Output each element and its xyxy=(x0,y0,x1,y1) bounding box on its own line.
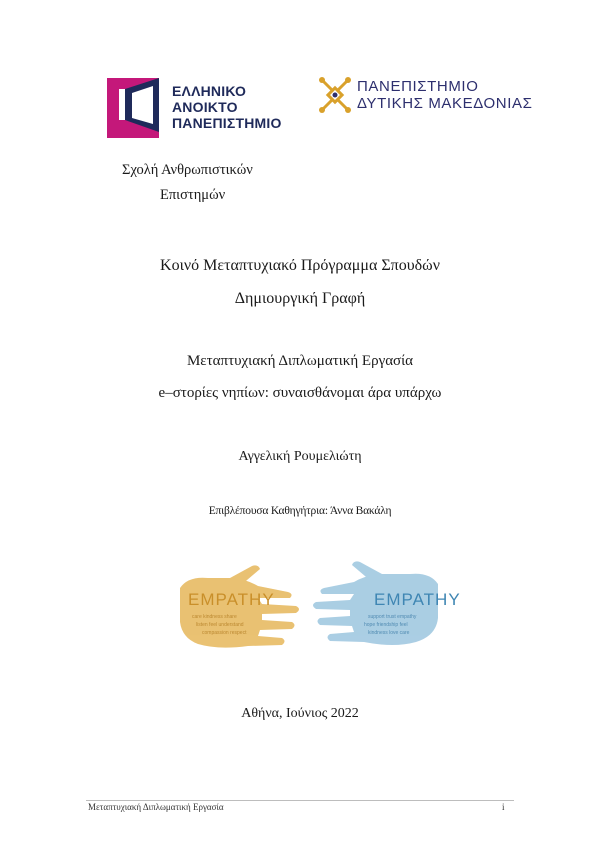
subject-title: Δημιουργική Γραφή xyxy=(234,290,366,307)
uowm-logo-text xyxy=(357,78,532,112)
svg-text:care kindness share: care kindness share xyxy=(192,614,237,620)
empathy-hands-illustration xyxy=(178,558,461,666)
eap-logo-line: ΕΛΛΗΝΙΚΟ xyxy=(172,83,247,99)
school-name xyxy=(122,158,253,208)
school-line-1: Σχολή Ανθρωπιστικών xyxy=(122,162,253,178)
svg-text:hope friendship feel: hope friendship feel xyxy=(364,622,408,628)
place-and-date: Αθήνα, Ιούνιος 2022 xyxy=(241,706,359,721)
eap-logo-line: ΑΝΟΙΚΤΟ xyxy=(172,99,238,115)
thesis-title: e–στορίες νηπίων: συναισθάνομαι άρα υπάρχω xyxy=(158,385,442,401)
uowm-logo-line: ΔΥΤΙΚΗΣ ΜΑΚΕΔΟΝΙΑΣ xyxy=(357,95,533,112)
svg-text:compassion respect: compassion respect xyxy=(202,630,247,636)
right-hand-word: EMPATHY xyxy=(374,590,461,609)
svg-text:kindness love care: kindness love care xyxy=(368,630,410,636)
school-line-2: Επιστημών xyxy=(160,187,226,203)
page-number: i xyxy=(502,802,505,812)
program-title: Κοινό Μεταπτυχιακό Πρόγραμμα Σπουδών xyxy=(160,257,440,274)
svg-text:listen feel understand: listen feel understand xyxy=(196,622,244,628)
left-hand-word: EMPATHY xyxy=(188,590,275,609)
svg-text:support trust empathy: support trust empathy xyxy=(368,614,417,620)
uowm-emblem-icon xyxy=(318,76,352,114)
eap-logo-line: ΠΑΝΕΠΙΣΤΗΜΙΟ xyxy=(172,115,282,131)
author-name: Αγγελική Ρουμελιώτη xyxy=(238,449,362,464)
supervisor-line: Επιβλέπουσα Καθηγήτρια: Άννα Βακάλη xyxy=(208,505,392,517)
footer-divider xyxy=(86,800,514,801)
eap-logo-text xyxy=(172,83,282,131)
thesis-type: Μεταπτυχιακή Διπλωματική Εργασία xyxy=(186,353,414,369)
uowm-logo-line: ΠΑΝΕΠΙΣΤΗΜΙΟ xyxy=(357,78,479,95)
footer-running-title: Μεταπτυχιακή Διπλωματική Εργασία xyxy=(88,802,224,812)
